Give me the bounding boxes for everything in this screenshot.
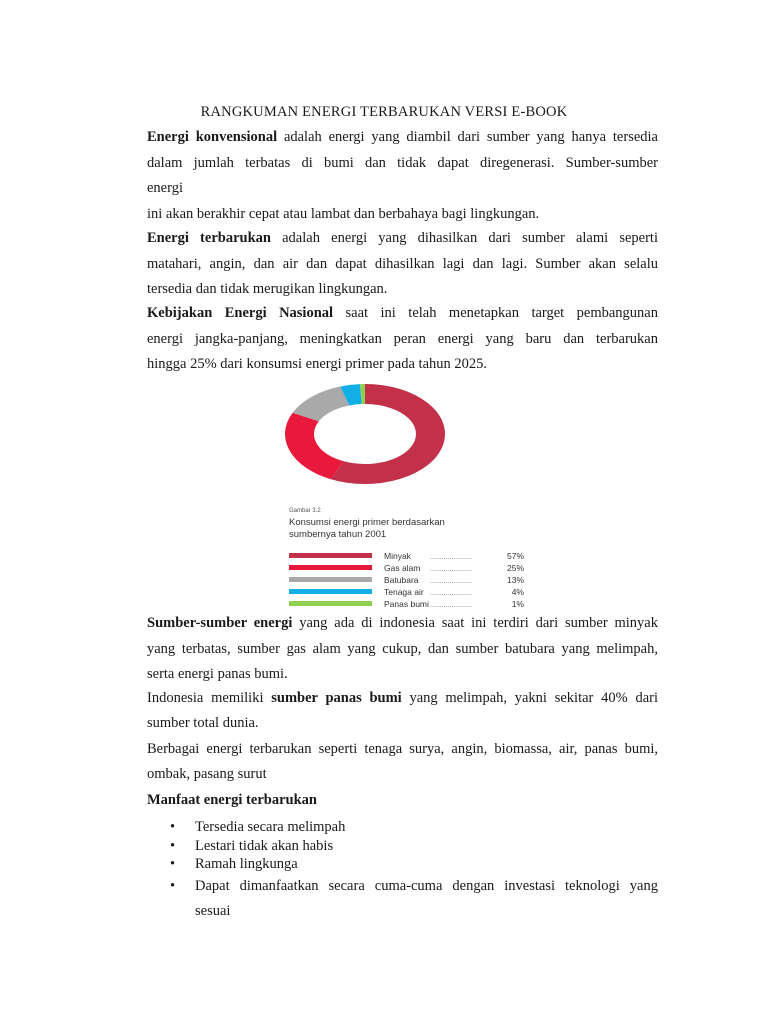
legend-leader-dots: ......................	[430, 554, 473, 561]
paragraph-energi-terbarukan-list	[147, 737, 658, 763]
paragraph-line	[147, 226, 658, 252]
list-item	[170, 874, 658, 924]
legend-label-gas-alam: Gas alam	[384, 563, 421, 573]
legend-swatch-tenaga-air	[289, 589, 372, 594]
bold-term: Kebijakan Energi Nasional	[147, 305, 334, 321]
bullet-icon: •	[170, 819, 176, 835]
legend-label-batubara: Batubara	[384, 575, 419, 585]
paragraph-line: hingga 25% dari konsumsi energi primer pada tahun 2025.	[147, 356, 488, 372]
paragraph-panas-bumi-end	[147, 711, 658, 737]
list-item-text-continued: sesuai	[195, 902, 231, 919]
energy-consumption-figure	[280, 384, 540, 610]
donut-slices	[285, 384, 445, 484]
legend-label-panas-bumi: Panas bumi	[384, 599, 429, 609]
paragraph-line	[147, 301, 658, 327]
paragraph-energi-terbarukan	[147, 226, 658, 277]
paragraph-line: energi jangka-panjang, meningkatkan peran energi yang baru dan terbarukan	[147, 330, 658, 347]
paragraph-panas-bumi	[147, 686, 658, 712]
text-run: adalah energi yang diambil dari sumber yang hanya tersedia	[277, 129, 658, 145]
list-item	[170, 818, 658, 837]
paragraph-sumber-energi-end	[147, 662, 658, 688]
paragraph-line: yang terbatas, sumber gas alam yang cukup, dan sumber batubara yang melimpah,	[147, 640, 658, 657]
donut-chart	[280, 384, 540, 610]
legend-leader-dots: ......................	[430, 602, 473, 609]
list-item	[170, 837, 658, 856]
figure-label: Gambar 3.2	[289, 508, 321, 514]
legend-value-gas-alam: 25%	[506, 563, 524, 573]
chart-legend	[289, 551, 524, 609]
legend-label-tenaga-air: Tenaga air	[384, 587, 424, 597]
paragraph-line: matahari, angin, dan air dan dapat dihasilkan lagi dan lagi. Sumber akan selalu	[147, 255, 658, 272]
legend-value-batubara: 13%	[506, 575, 524, 585]
paragraph-line	[147, 611, 658, 637]
bold-term: Sumber-sumber energi	[147, 615, 293, 631]
legend-swatch-panas-bumi	[289, 601, 372, 606]
legend-leader-dots: ......................	[430, 566, 473, 573]
paragraph-energi-konvensional-cont	[147, 176, 658, 227]
legend-leader-dots: ......................	[430, 590, 473, 597]
paragraph-kebijakan	[147, 301, 658, 352]
benefits-heading	[147, 788, 658, 814]
list-item-text: Ramah lingkunga	[195, 856, 298, 872]
text-run: adalah energi yang dihasilkan dari sumber alami seperti	[270, 230, 658, 246]
bold-term: sumber panas bumi	[271, 690, 402, 706]
legend-swatch-minyak	[289, 553, 372, 558]
legend-value-minyak: 57%	[506, 551, 524, 561]
list-item-text: Dapat dimanfaatkan secara cuma-cuma dengan investasi teknologi yang	[195, 877, 658, 894]
text-run: saat ini telah menetapkan target pembangunan	[333, 305, 658, 321]
bold-term: Energi terbarukan	[147, 230, 271, 246]
paragraph-line: serta energi panas bumi.	[147, 666, 288, 682]
legend-label-minyak: Minyak	[384, 551, 411, 561]
paragraph-line	[147, 125, 658, 151]
list-item-text: Tersedia secara melimpah	[195, 819, 346, 835]
paragraph-energi-terbarukan-end	[147, 277, 658, 303]
paragraph-line: sumber total dunia.	[147, 715, 259, 731]
text-run: Indonesia memiliki	[147, 690, 272, 706]
legend-swatch-gas-alam	[289, 565, 372, 570]
text-run: yang melimpah, yakni sekitar 40% dari	[401, 690, 658, 706]
page-title: RANGKUMAN ENERGI TERBARUKAN VERSI E-BOOK	[200, 104, 568, 120]
paragraph-energi-konvensional	[147, 125, 658, 176]
paragraph-kebijakan-end	[147, 352, 658, 378]
paragraph-line: Berbagai energi terbarukan seperti tenaga surya, angin, biomassa, air, panas bumi,	[147, 741, 658, 757]
bullet-icon: •	[170, 856, 176, 872]
paragraph-line: ini akan berakhir cepat atau lambat dan berbahaya bagi lingkungan.	[147, 205, 540, 222]
paragraph-line: energi	[147, 180, 183, 196]
list-item-text: Lestari tidak akan habis	[195, 837, 334, 854]
chart-title-line-2: sumbernya tahun 2001	[289, 529, 387, 540]
benefits-list	[170, 818, 658, 924]
paragraph-line: dalam jumlah terbatas di bumi dan tidak dapat diregenerasi. Sumber-sumber	[147, 154, 658, 171]
list-item	[170, 855, 658, 874]
paragraph-line	[147, 686, 658, 712]
paragraph-line: ombak, pasang surut	[147, 766, 267, 782]
paragraph-energi-terbarukan-list-end	[147, 762, 658, 788]
bold-term: Energi konvensional	[147, 129, 278, 145]
bullet-icon: •	[170, 877, 176, 894]
legend-leader-dots: ......................	[430, 578, 473, 585]
paragraph-sumber-energi	[147, 611, 658, 662]
legend-value-tenaga-air: 4%	[511, 587, 524, 597]
pie-slice-gas-alam	[285, 413, 343, 480]
paragraph-line: tersedia dan tidak merugikan lingkungan.	[147, 281, 388, 297]
legend-value-panas-bumi: 1%	[511, 599, 524, 609]
legend-swatch-batubara	[289, 577, 372, 582]
heading-text: Manfaat energi terbarukan	[147, 792, 317, 808]
bullet-icon: •	[170, 837, 176, 854]
text-run: yang ada di indonesia saat ini terdiri dari sumber minyak	[292, 615, 658, 631]
chart-title-line-1: Konsumsi energi primer berdasarkan	[289, 517, 445, 528]
